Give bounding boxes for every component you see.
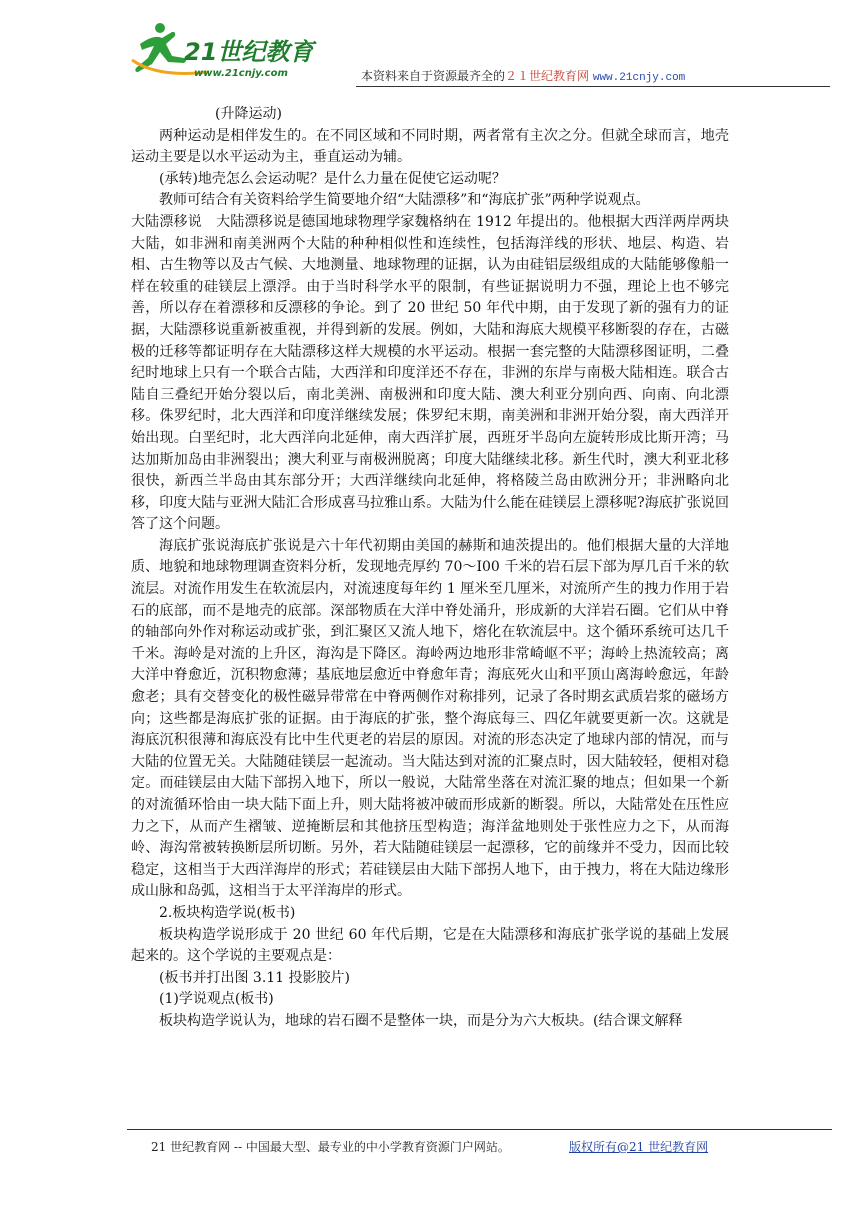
header-notice-brand: ２１世纪教育网 [505, 69, 590, 83]
logo-text: 21世纪教育 [184, 38, 314, 66]
paragraph: 两种运动是相伴发生的。在不同区域和不同时期，两者常有主次之分。但就全球而言，地壳运动主要是以水平运动为主，垂直运动为辅。 [131, 127, 729, 166]
paragraph: 海底扩张说海底扩张说是六十年代初期由美国的赫斯和迪茨提出的。他们根据大量的大洋地质、地貌和地球物理调查资料分析，发现地壳厚约 70～I00 千米的岩石层下部为厚几百千米的软流层。对流作用发生在软流层内，对流速度每年约 1 厘米至几厘米，对流所产生的拽力作用于岩石的底部，而不是地壳的底部。深部物质在大洋中脊处涌升，形成新的大洋岩石圈。它们从中脊的轴部向外作对称运动或扩张，到汇聚区又流人地下，熔化在软流层中。这个循环系统可达几千千米。海岭是对流的上升区，海沟是下降区。海岭两边地形非常崎岖不平；海岭上热流较高；离大洋中脊愈近，沉积物愈薄；基底地层愈近中脊愈年青；海底死火山和平顶山离海岭愈远，年龄愈老；具有交替变化的极性磁异带常在中脊两侧作对称排列，记录了各时期玄武质岩浆的磁场方向；这些都是海底扩张的证据。由于海底的扩张，整个海底每三、四亿年就要更新一次。这就是海底沉积很薄和海底没有比中生代更老的岩层的原因。对流的形态决定了地球内部的情况，而与大陆的位置无关。大陆随硅镁层一起流动。当大陆达到对流的汇聚点时，因大陆较轻，便相对稳定。而硅镁层由大陆下部拐入地下，所以一般说，大陆常坐落在对流汇聚的地点；但如果一个新的对流循环恰由一块大陆下面上升，则大陆将被冲破而形成新的断裂。所以，大陆常处在压性应力之下，从而产生褶皱、逆掩断层和其他挤压型构造；海洋盆地则处于张性应力之下，从而海岭、海沟常被转换断层所切断。另外，若大陆随硅镁层一起漂移，它的前缘并不受力，因而比较稳定，这相当于大西洋海岸的形式；若硅镁层由大陆下部拐人地下，由于拽力，将在大陆边缘形成山脉和岛弧，这相当于太平洋海岸的形式。 [131, 537, 729, 900]
paragraph: 大陆漂移说 大陆漂移说是德国地球物理学家魏格纳在 1912 年提出的。他根据大西洋两岸两块大陆，如非洲和南美洲两个大陆的种种相似性和连续性，包括海洋线的形状、地层、构造、岩相、古生物等以及古气候、大地测量、地球物理的证据，认为由硅铝层级组成的大陆能够像船一样在较重的硅镁层上漂浮。由于当时科学水平的限制，有些证据说明力不强，理论上也不够完善，所以存在着漂移和反漂移的争论。到了 20 世纪 50 年代中期，由于发现了新的强有力的证据，大陆漂移说重新被重视，并得到新的发展。例如，大陆和海底大规模平移断裂的存在，古磁极的迁移等都证明存在大陆漂移这样大规模的水平运动。根据一套完整的大陆漂移图证明，二叠纪时地球上只有一个联合古陆，大西洋和印度洋还不存在，非洲的东岸与南极大陆相连。联合古陆自三叠纪开始分裂以后，南北美洲、南极洲和印度大陆、澳大利亚分别向西、向南、向北漂移。侏罗纪时，北大西洋和印度洋继续发展；侏罗纪末期，南美洲和非洲开始分裂，南大西洋开始出现。白垩纪时，北大西洋向北延伸，南大西洋扩展，西班牙半岛向左旋转形成比斯开湾；马达加斯加岛由非洲裂出；澳大利亚与南极洲脱离；印度大陆继续北移。新生代时，澳大利亚北移很快，新西兰半岛由其东部分开；大西洋继续向北延伸，将格陵兰岛由欧洲分开；非洲略向北移，印度大陆与亚洲大陆汇合形成喜马拉雅山系。大陆为什么能在硅镁层上漂移呢?海底扩张说回答了这个问题。 [131, 213, 729, 533]
paragraph: (1)学说观点(板书) [159, 991, 274, 1008]
header-notice [361, 67, 685, 84]
paragraph: (承转)地壳怎么会运动呢？是什么力量在促使它运动呢？ [159, 170, 506, 187]
footer-divider [127, 1129, 832, 1130]
paragraph: (升降运动) [215, 106, 282, 122]
paragraph: 板块构造学说认为，地球的岩石圈不是整体一块，而是分为六大板块。(结合课文解释 [159, 1012, 683, 1029]
footer-copyright-link[interactable]: 版权所有@21 世纪教育网 [569, 1140, 709, 1154]
paragraph: (板书并打出图 3.11 投影胶片) [159, 969, 350, 986]
footer-tagline: 21 世纪教育网 -- 中国最大型、最专业的中小学教育资源门户网站。 [151, 1140, 510, 1154]
paragraph: 2.板块构造学说(板书) [159, 904, 296, 921]
site-logo[interactable] [128, 20, 338, 82]
paragraph: 板块构造学说形成于 20 世纪 60 年代后期，它是在大陆漂移和海底扩张学说的基础上发展起来的。这个学说的主要观点是： [131, 926, 729, 965]
logo-url: www.21cnjy.com [194, 68, 288, 79]
document-body [131, 104, 729, 1033]
paragraph: 教师可结合有关资料给学生简要地介绍“大陆漂移”和“海底扩张”两种学说观点。 [159, 192, 650, 209]
page-header [128, 20, 830, 84]
header-divider [356, 86, 830, 87]
header-notice-prefix: 本资料来自于资源最齐全的 [361, 69, 506, 83]
header-site-link[interactable]: www.21cnjy.com [592, 72, 686, 84]
